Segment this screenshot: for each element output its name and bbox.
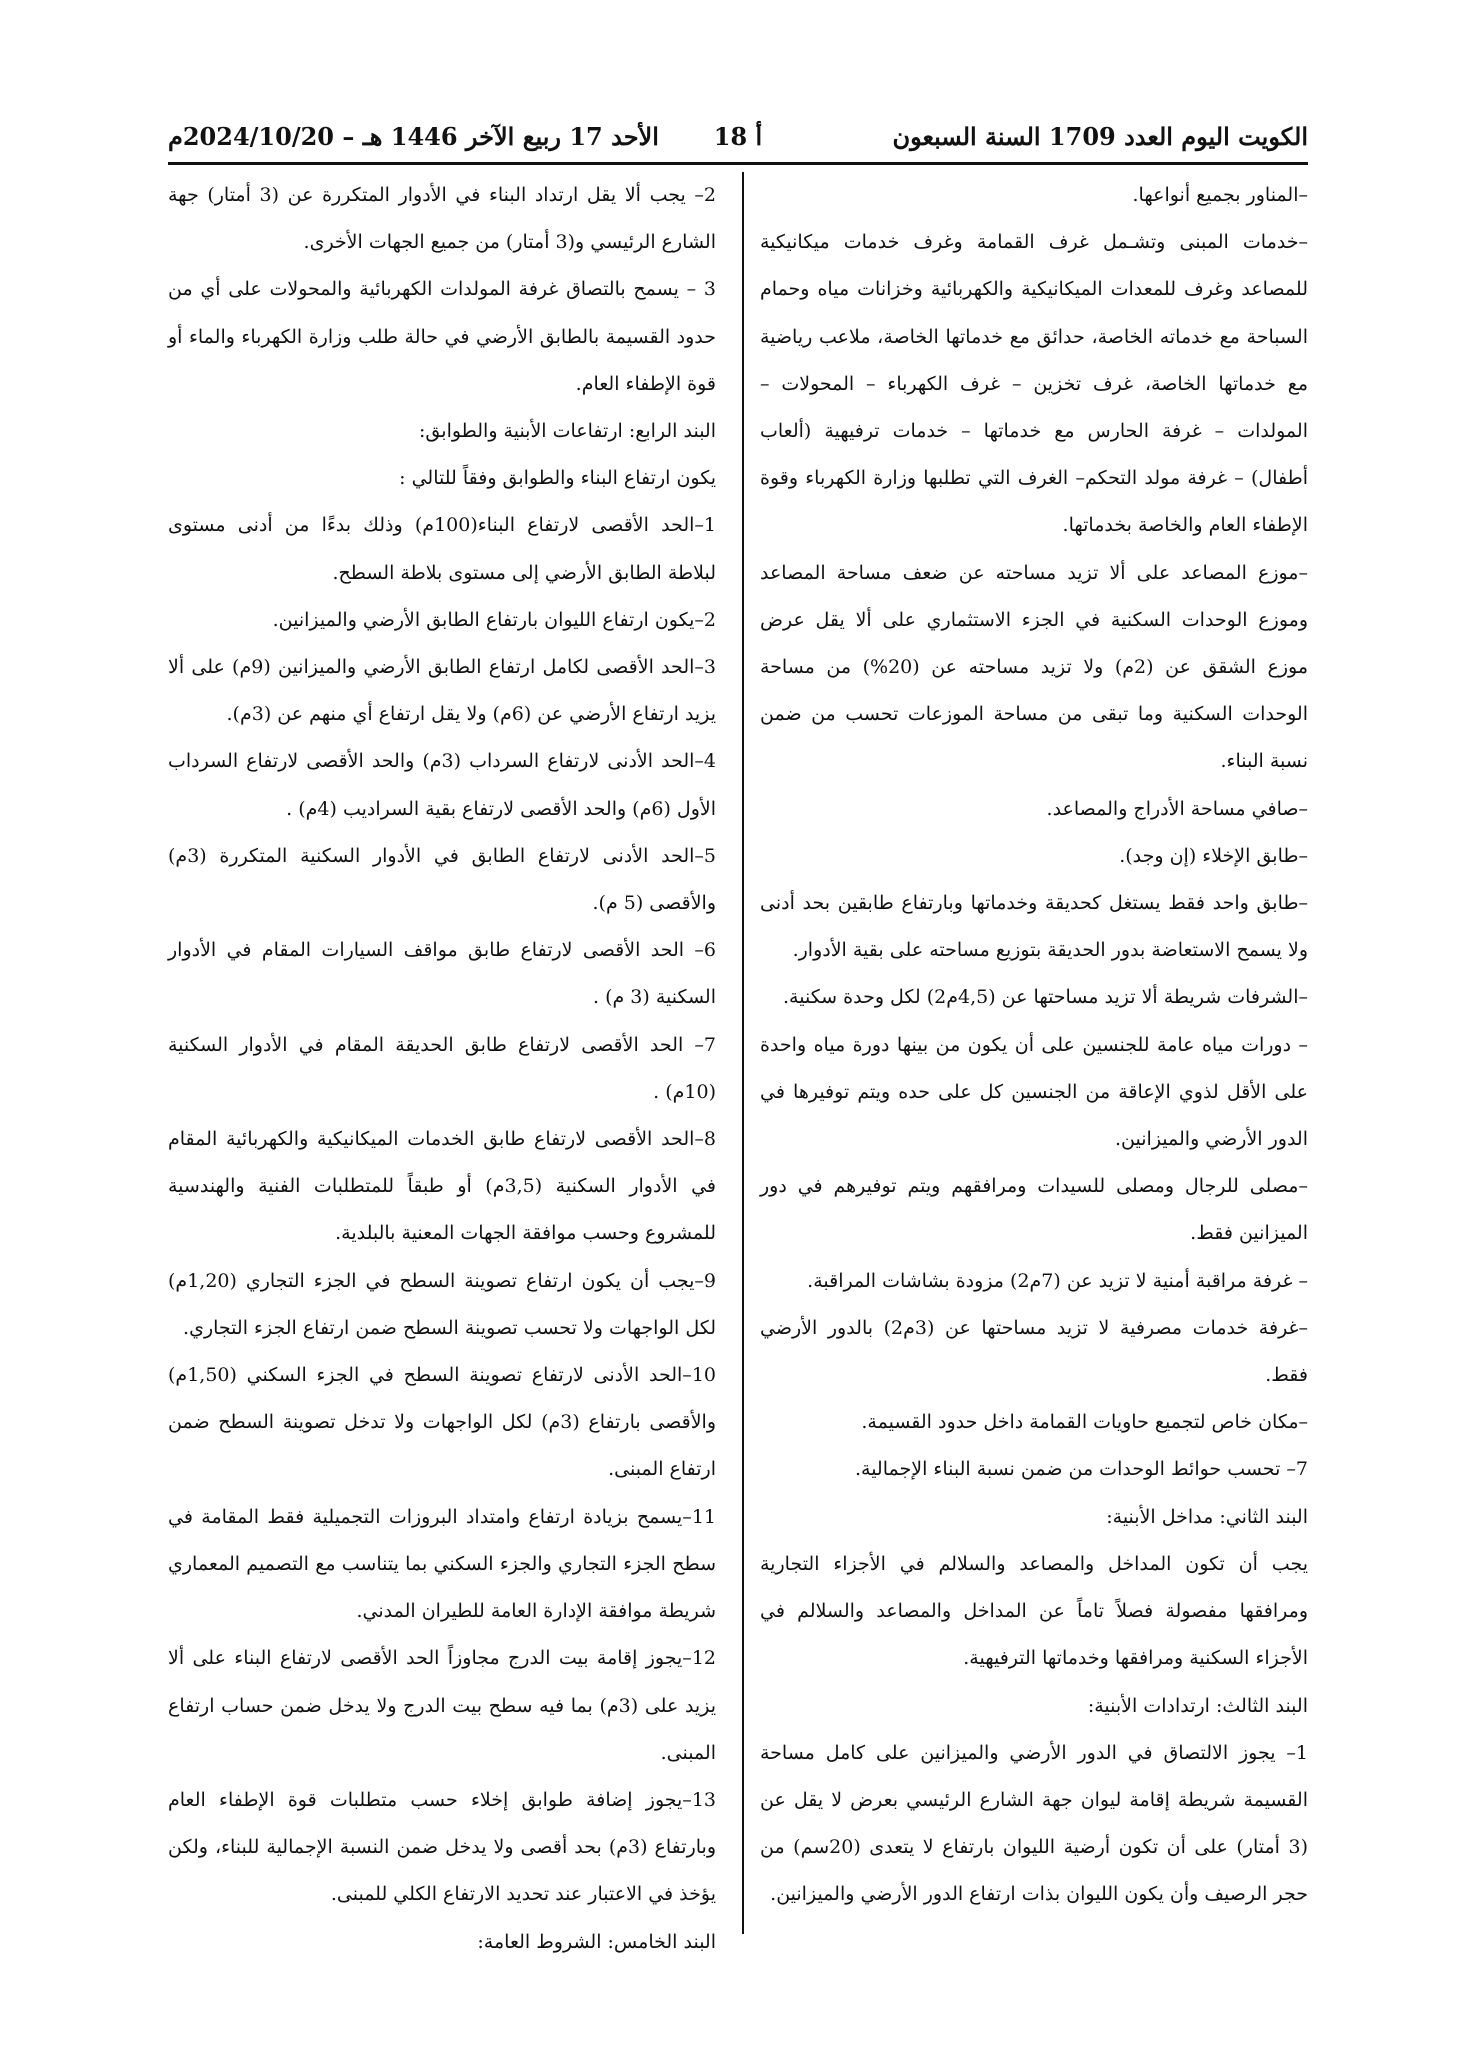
paragraph: 12–يجوز إقامة بيت الدرج مجاوزاً الحد الأقصى لارتفاع البناء على ألا يزيد على (3م) بما فيه سطح بيت الدرج ولا يدخل ضمن حساب ارتفاع المبنى.: [168, 1647, 716, 1764]
left-column: [168, 172, 716, 1966]
gazette-issue-info: الكويت اليوم العدد 1709 السنة السبعون: [892, 122, 1308, 151]
page-number: أ 18: [713, 122, 763, 151]
paragraph: –طابق واحد فقط يستغل كحديقة وخدماتها وبارتفاع طابقين بحد أدنى ولا يسمح الاستعاضة بدور الحديقة بتوزيع مساحته على بقية الأدوار.: [760, 892, 1308, 962]
paragraph: –طابق الإخلاء (إن وجد).: [1119, 844, 1308, 867]
column-divider: [742, 172, 744, 1934]
paragraph: 6– الحد الأقصى لارتفاع طابق مواقف السيارات المقام في الأدوار السكنية (3 م) .: [168, 939, 716, 1009]
paragraph: – دورات مياه عامة للجنسين على أن يكون من بينها دورة مياه واحدة على الأقل لذوي الإعاقة من الجنسين كل على حده ويتم توفيرها في الدور الأرضي والميزانين.: [760, 1033, 1308, 1151]
paragraph: –الشرفات شريطة ألا تزيد مساحتها عن (4,5م2) لكل وحدة سكنية.: [783, 986, 1308, 1009]
paragraph: –مكان خاص لتجميع حاويات القمامة داخل حدود القسيمة.: [861, 1411, 1308, 1434]
paragraph: 5–الحد الأدنى لارتفاع الطابق في الأدوار السكنية المتكررة (3م) والأقصى (5 م).: [168, 844, 716, 915]
paragraph: 8–الحد الأقصى لارتفاع طابق الخدمات الميكانيكية والكهربائية المقام في الأدوار السكنية (3,5م) أو طبقاً للمتطلبات الفنية والهندسية للمشروع وحسب موافقة الجهات المعنية بالبلدية.: [168, 1128, 717, 1245]
paragraph: 2–يكون ارتفاع الليوان بارتفاع الطابق الأرضي والميزانين.: [272, 608, 716, 631]
paragraph: 7– الحد الأقصى لارتفاع طابق الحديقة المقام في الأدوار السكنية (10م) .: [168, 1033, 716, 1103]
paragraph: –موزع المصاعد على ألا تزيد مساحته عن ضعف مساحة المصاعد وموزع الوحدات السكنية في الجزء الاستثماري على ألا يقل عرض موزع الشقق عن (2م) ولا تزيد مساحته عن (20%) من مساحة الوحدات السكنية وما تبقى من مساحة الموزعات تحسب من ضمن نسبة البناء.: [760, 561, 1308, 773]
paragraph: –المناور بجميع أنواعها.: [1132, 184, 1308, 206]
paragraph: 2– يجب ألا يقل ارتداد البناء في الأدوار المتكررة عن (3 أمتار) جهة الشارع الرئيسي و(3 أمتار) من جميع الجهات الأخرى.: [168, 184, 716, 254]
right-column: [760, 172, 1308, 1919]
paragraph: 3–الحد الأقصى لكامل ارتفاع الطابق الأرضي والميزانين (9م) على ألا يزيد ارتفاع الأرضي عن (6م) ولا يقل ارتفاع أي منهم عن (3م).: [168, 656, 716, 726]
paragraph: يجب أن تكون المداخل والمصاعد والسلالم في الأجزاء التجارية ومرافقها مفصولة فصلاً تاماً عن المداخل والمصاعد والسلالم في الأجزاء السكنية ومرافقها وخدماتها الترفيهية.: [760, 1552, 1308, 1670]
paragraph: 9–يجب أن يكون ارتفاع تصوينة السطح في الجزء التجاري (1,20م) لكل الواجهات ولا تحسب تصوينة السطح ضمن ارتفاع الجزء التجاري.: [168, 1269, 716, 1339]
header-divider: [168, 162, 1308, 165]
section-heading: البند الخامس: الشروط العامة:: [477, 1930, 716, 1953]
paragraph: 13–يجوز إضافة طوابق إخلاء حسب متطلبات قوة الإطفاء العام وبارتفاع (3م) بحد أقصى ولا يدخل ضمن النسبة الإجمالية للبناء، ولكن يؤخذ في الاعتبار عند تحديد الارتفاع الكلي للمبنى.: [168, 1788, 716, 1906]
section-heading: البند الثاني: مداخل الأبنية:: [1106, 1505, 1308, 1528]
paragraph: 7– تحسب حوائط الوحدات من ضمن نسبة البناء الإجمالية.: [854, 1458, 1308, 1481]
paragraph: 4–الحد الأدنى لارتفاع السرداب (3م) والحد الأقصى لارتفاع السرداب الأول (6م) والحد الأقصى لارتفاع بقية السراديب (4م) .: [168, 750, 716, 820]
page-header: [168, 122, 1308, 162]
paragraph: 3 – يسمح بالتصاق غرفة المولدات الكهربائية والمحولات على أي من حدود القسيمة بالطابق الأرضي في حالة طلب وزارة الكهرباء والماء أو قوة الإطفاء العام.: [168, 278, 716, 395]
paragraph: –غرفة خدمات مصرفية لا تزيد مساحتها عن (3م2) بالدور الأرضي فقط.: [760, 1316, 1308, 1387]
paragraph: 1– يجوز الالتصاق في الدور الأرضي والميزانين على كامل مساحة القسيمة شريطة إقامة ليوان جهة الشارع الرئيسي بعرض لا يقل عن (3 أمتار) على أن تكون أرضية الليوان بارتفاع لا يتعدى (20سم) من حجر الرصيف وأن يكون الليوان بذات ارتفاع الدور الأرضي والميزانين.: [760, 1741, 1308, 1906]
paragraph: يكون ارتفاع البناء والطوابق وفقاً للتالي :: [399, 467, 716, 490]
issue-date: الأحد 17 ربيع الآخر 1446 هـ – 2024/10/20م: [168, 122, 659, 151]
paragraph: –خدمات المبنى وتشـمل غرف القمامة وغرف خدمات ميكانيكية للمصاعد وغرف للمعدات الميكانيكية والكهربائية وخزانات مياه وحمام السباحة مع خدماته الخاصة، حدائق مع خدماتها الخاصة، ملاعب رياضية مع خدماتها الخاصة، غرف تخزين – غرف الكهرباء – المحولات –المولدات – غرفة الحارس مع خدماتها – خدمات ترفيهية (ألعاب أطفال) – غرفة مولد التحكم– الغرف التي تطلبها وزارة الكهرباء وقوة الإطفاء العام والخاصة بخدماتها.: [760, 231, 1309, 537]
paragraph: – غرفة مراقبة أمنية لا تزيد عن (7م2) مزودة بشاشات المراقبة.: [807, 1269, 1308, 1292]
paragraph: 10–الحد الأدنى لارتفاع تصوينة السطح في الجزء السكني (1,50م) والأقصى بارتفاع (3م) لكل الواجهات ولا تدخل تصوينة السطح ضمن ارتفاع المبنى.: [168, 1364, 716, 1481]
paragraph: –صافي مساحة الأدراج والمصاعد.: [1046, 797, 1308, 820]
section-heading: البند الثالث: ارتدادات الأبنية:: [1087, 1694, 1308, 1717]
paragraph: 11–يسمح بزيادة ارتفاع وامتداد البروزات التجميلية فقط المقامة في سطح الجزء التجاري والجزء السكني بما يتناسب مع التصميم المعماري شريطة موافقة الإدارة العامة للطيران المدني.: [168, 1505, 716, 1623]
section-heading: البند الرابع: ارتفاعات الأبنية والطوابق:: [419, 420, 716, 443]
paragraph: 1–الحد الأقصى لارتفاع البناء(100م) وذلك بدءًا من أدنى مستوى لبلاطة الطابق الأرضي إلى مستوى بلاطة السطح.: [168, 514, 716, 584]
paragraph: –مصلى للرجال ومصلى للسيدات ومرافقهم ويتم توفيرهم في دور الميزانين فقط.: [760, 1175, 1308, 1245]
